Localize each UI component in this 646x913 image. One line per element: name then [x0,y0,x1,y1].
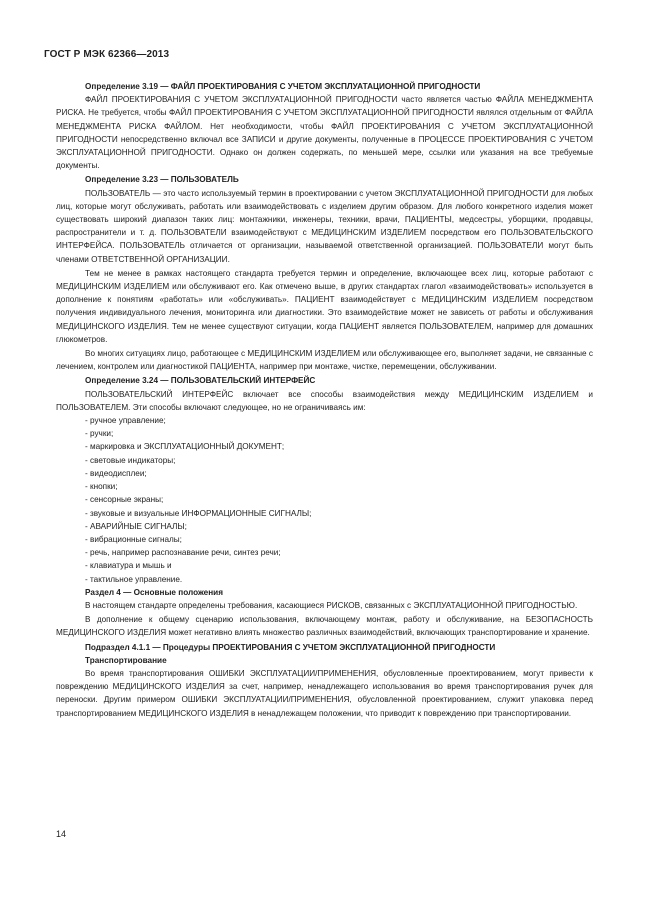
page-number: 14 [56,829,67,839]
body-paragraph: Во время транспортирования ОШИБКИ ЭКСПЛУАТАЦИИ/ПРИМЕНЕНИЯ, обусловленные проектированием, могут привести к повреждению МЕДИЦИНСКОГО ИЗДЕЛИЯ за счет, например, ненадлежащего использования во время транспортирования ручек для переноски. Другим примером ОШИБКИ ЭКСПЛУАТАЦИИ/ПРИМЕНЕНИЯ, обусловленной проектированием, служит упаковка перед транспортированием МЕДИЦИНСКОГО ИЗДЕЛИЯ в ненадлежащем положении, что приводит к повреждению при транспортировании. [56,668,593,718]
body-paragraph: Во многих ситуациях лицо, работающее с МЕДИЦИНСКИМ ИЗДЕЛИЕМ или обслуживающее его, выполняет задачи, не связанные с лечением, контролем или диагностикой ПАЦИЕНТА, например при монтаже, чистке, перемещении, обслуживании. [56,349,593,372]
subsection-heading-4-1-1: Подраздел 4.1.1 — Процедуры ПРОЕКТИРОВАНИЯ С УЧЕТОМ ЭКСПЛУАТАЦИОННОЙ ПРИГОДНОСТИ [85,642,496,652]
definition-heading-3-19: Определение 3.19 — ФАЙЛ ПРОЕКТИРОВАНИЯ С УЧЕТОМ ЭКСПЛУАТАЦИОННОЙ ПРИГОДНОСТИ [85,82,481,91]
list-item: - сенсорные экраны; [85,495,164,505]
page-body [56,80,593,720]
body-paragraph: В настоящем стандарте определены требования, касающиеся РИСКОВ, связанных с ЭКСПЛУАТАЦИОННОЙ ПРИГОДНОСТЬЮ. [85,600,578,610]
list-item: - вибрационные сигналы; [85,534,182,544]
list-item: - ручки; [85,429,114,439]
list-item: - клавиатура и мышь и [85,561,172,571]
list-item: - кнопки; [85,482,118,492]
list-item: - тактильное управление. [85,574,183,584]
subheading-transportation: Транспортирование [85,655,167,665]
document-header: ГОСТ Р МЭК 62366—2013 [44,49,170,60]
list-item: - ручное управление; [85,416,166,426]
list-item: - маркировка и ЭКСПЛУАТАЦИОННЫЙ ДОКУМЕНТ; [85,442,285,452]
definition-heading-3-23: Определение 3.23 — ПОЛЬЗОВАТЕЛЬ [85,175,239,185]
list-item: - звуковые и визуальные ИНФОРМАЦИОННЫЕ СИГНАЛЫ; [85,508,312,518]
section-heading-4: Раздел 4 — Основные положения [85,587,223,597]
body-paragraph: ПОЛЬЗОВАТЕЛЬСКИЙ ИНТЕРФЕЙС включает все способы взаимодействия между МЕДИЦИНСКИМ ИЗДЕЛИЕМ и ПОЛЬЗОВАТЕЛЕМ. Эти способы включают следующее, но не ограничиваясь им: [56,389,593,412]
list-item: - видеодисплеи; [85,468,147,478]
list-item: - АВАРИЙНЫЕ СИГНАЛЫ; [85,521,187,531]
interface-list [56,414,593,586]
body-paragraph: ФАЙЛ ПРОЕКТИРОВАНИЯ С УЧЕТОМ ЭКСПЛУАТАЦИОННОЙ ПРИГОДНОСТИ часто является частью ФАЙЛА МЕНЕДЖМЕНТА РИСКА. Не требуется, чтобы ФАЙЛ ПРОЕКТИРОВАНИЯ С УЧЕТОМ ЭКСПЛУАТАЦИОННОЙ ПРИГОДНОСТИ являлся отдельным от ФАЙЛА МЕНЕДЖМЕНТА РИСКА ФАЙЛОМ. Нет необходимости, чтобы ФАЙЛ ПРОЕКТИРОВАНИЯ С УЧЕТОМ ЭКСПЛУАТАЦИОННОЙ ПРИГОДНОСТИ непосредственно включал все ЗАПИСИ и другие документы, полученные в ПРОЦЕССЕ ПРОЕКТИРОВАНИЯ С УЧЕТОМ ЭКСПЛУАТАЦИОННОЙ ПРИГОДНОСТИ. Однако он должен содержать, по меньшей мере, ссылки или указания на все требуемые документы. [56,95,593,171]
definition-heading-3-24: Определение 3.24 — ПОЛЬЗОВАТЕЛЬСКИЙ ИНТЕРФЕЙС [85,376,316,386]
list-item: - речь, например распознавание речи, синтез речи; [85,548,281,558]
body-paragraph: ПОЛЬЗОВАТЕЛЬ — это часто используемый термин в проектировании с учетом ЭКСПЛУАТАЦИОННОЙ ПРИГОДНОСТИ для любых лиц, которые могут обслуживать, работать или взаимодействовать с изделием другим образом. Для любого конкретного изделия может существовать широкий диапазон таких лиц: монтажники, инженеры, техники, врачи, ПАЦИЕНТЫ, медсестры, уборщики, продавцы, распространители и т. д. ПОЛЬЗОВАТЕЛИ взаимодействуют с МЕДИЦИНСКИМ ИЗДЕЛИЕМ посредством его ПОЛЬЗОВАТЕЛЬСКОГО ИНТЕРФЕЙСА. ПОЛЬЗОВАТЕЛЬ отличается от организации, называемой ответственной организацией. ПОЛЬЗОВАТЕЛИ могут быть членами ОТВЕТСТВЕННОЙ ОРГАНИЗАЦИИ. [56,188,593,264]
body-paragraph: В дополнение к общему сценарию использования, включающему монтаж, работу и обслуживание, на БЕЗОПАСНОСТЬ МЕДИЦИНСКОГО ИЗДЕЛИЯ может негативно влиять множество различных взаимодействий, включающих транспортирование и хранение. [56,615,593,638]
list-item: - световые индикаторы; [85,455,176,465]
body-paragraph: Тем не менее в рамках настоящего стандарта требуется термин и определение, включающее всех лиц, которые работают с МЕДИЦИНСКИМ ИЗДЕЛИЕМ или обслуживают его. Как отмечено выше, в других стандартах глагол «взаимодействовать» используется в дополнение к понятиям «работать» или «обслуживать». ПАЦИЕНТ взаимодействует с МЕДИЦИНСКИМ ИЗДЕЛИЕМ посредством получения индивидуального лечения, мониторинга или диагностики. Это взаимодействие может не зависеть от работы и обслуживания МЕДИЦИНСКОГО ИЗДЕЛИЯ. Тем не менее существуют ситуации, когда ПАЦИЕНТ является ПОЛЬЗОВАТЕЛЕМ, например для домашних глюкометров. [56,268,593,344]
